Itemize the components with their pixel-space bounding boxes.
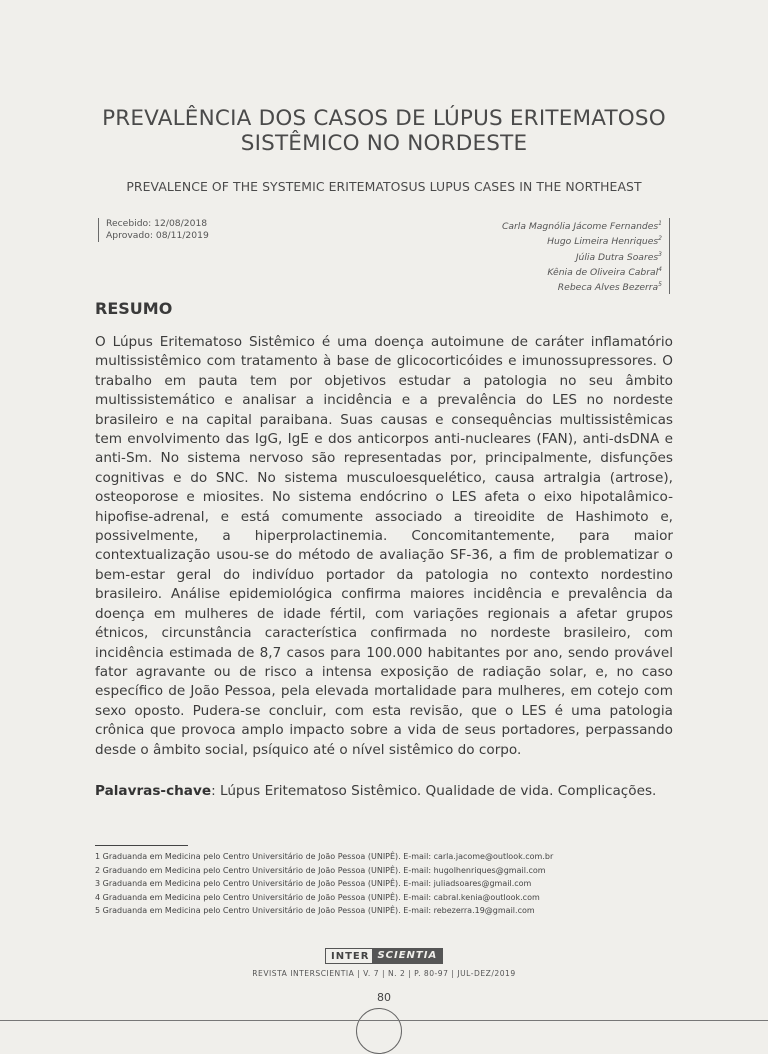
author-ref: 5 <box>658 281 662 289</box>
author-name: Kênia de Oliveira Cabral <box>547 266 659 278</box>
footnote-item: 5 Graduanda em Medicina pelo Centro Universitário de João Pessoa (UNIPÊ). E-mail: rebezerra.19@gmail.com <box>95 906 535 915</box>
bottom-divider <box>0 1020 768 1021</box>
author-name: Carla Magnólia Jácome Fernandes <box>501 221 659 233</box>
abstract-heading: RESUMO <box>95 299 173 318</box>
abstract-body: O Lúpus Eritematoso Sistêmico é uma doença autoimune de caráter inflamatório multissistêmico com tratamento à base de glicocorticóides e imunossupressores. O trabalho em pauta tem por objetivos estudar a patologia no seu âmbito multissistemático e analisar a incidência e a prevalência do LES no nordeste brasileiro e na capital paraibana. Suas causas e consequências multissistêmicas tem envolvimento das IgG, IgE e dos anticorpos anti-nucleares (FAN), anti-dsDNA e anti-Sm. No sistema nervoso são representadas por, principalmente, disfunções cognitivas e do SNC. No sistema musculoesquelético, causa artralgia (artrose), osteoporose e miosites. No sistema endócrino o LES afeta o eixo hipotalâmico-hipofise-adrenal, e está comumente associado a tireoidite de Hashimoto e, possivelmente, a hiperprolactinemia. Concomitantemente, para maior contextualização usou-se do método de avaliação SF-36, a fim de problematizar o bem-estar geral do indivíduo portador da patologia no contexto nordestino brasileiro. Análise epidemiológica confirma maiores incidência e prevalência da doença em mulheres de idade fértil, com variações regionais a afetar grupos étnicos, circunstância característica confirmada no nordeste brasileiro, com incidência estimada de 8,7 casos para 100.000 habitantes por ano, sendo provável fator agravante ou de risco a intensa exposição de radiação solar, e, no caso específico de João Pessoa, pela elevada mortalidade para mulheres, em cotejo com sexo oposto. Pudera-se concluir, com esta revisão, que o LES é uma patologia crônica que provoca amplo impacto sobre a vida de seus portadores, perpassando desde o âmbito social, psíquico até o nível sistêmico do corpo. <box>95 334 673 758</box>
author-ref: 4 <box>658 265 662 273</box>
author-name: Rebeca Alves Bezerra <box>557 282 659 294</box>
author-ref: 2 <box>658 235 662 243</box>
journal-citation: REVISTA INTERSCIENTIA | V. 7 | N. 2 | P. 80-97 | JUL-DEZ/2019 <box>252 969 516 978</box>
footnote-item: 1 Graduanda em Medicina pelo Centro Universitário de João Pessoa (UNIPÊ). E-mail: carla.jacome@outlook.com.br <box>95 852 554 861</box>
page-number: 80 <box>377 991 391 1004</box>
footnote-divider <box>95 845 188 846</box>
footnote-item: 2 Graduando em Medicina pelo Centro Universitário de João Pessoa (UNIPÊ). E-mail: hugolhenriques@gmail.com <box>95 865 546 875</box>
author-list <box>502 218 670 294</box>
logo-inter-text: INTER <box>325 948 372 964</box>
submission-dates <box>98 218 209 242</box>
paper-subtitle-english: PREVALENCE OF THE SYSTEMIC ERITEMATOSUS LUPUS CASES IN THE NORTHEAST <box>126 179 642 194</box>
paper-title-line1: PREVALÊNCIA DOS CASOS DE LÚPUS ERITEMATOSO <box>102 106 666 131</box>
author-ref: 3 <box>658 250 662 258</box>
paper-title <box>60 106 708 156</box>
author-ref: 1 <box>658 220 662 227</box>
author-name: Hugo Limeira Henriques <box>547 236 659 248</box>
footnote-list <box>95 850 695 918</box>
author-name: Júlia Dutra Soares <box>575 251 659 263</box>
paper-title-line2: SISTÊMICO NO NORDESTE <box>240 131 528 156</box>
footnote-item: 3 Graduanda em Medicina pelo Centro Universitário de João Pessoa (UNIPÊ). E-mail: juliadsoares@gmail.com <box>95 879 532 888</box>
footnote-item: 4 Graduanda em Medicina pelo Centro Universitário de João Pessoa (UNIPÊ). E-mail: cabral.kenia@outlook.com <box>95 892 540 902</box>
author-entry <box>502 249 662 264</box>
page-tab-arc <box>356 1008 402 1054</box>
keywords-line <box>95 782 673 801</box>
keywords-label: Palavras-chave <box>95 783 212 799</box>
author-entry <box>502 279 662 294</box>
keywords-text: : Lúpus Eritematoso Sistêmico. Qualidade de vida. Complicações. <box>211 783 657 799</box>
author-entry <box>502 233 662 248</box>
logo-scientia-text: SCIENTIA <box>372 948 443 964</box>
author-entry <box>502 264 662 279</box>
interscientia-logo <box>325 948 443 964</box>
approved-date: Aprovado: 08/11/2019 <box>106 230 209 241</box>
author-entry <box>502 218 662 233</box>
received-date: Recebido: 12/08/2018 <box>106 218 208 229</box>
